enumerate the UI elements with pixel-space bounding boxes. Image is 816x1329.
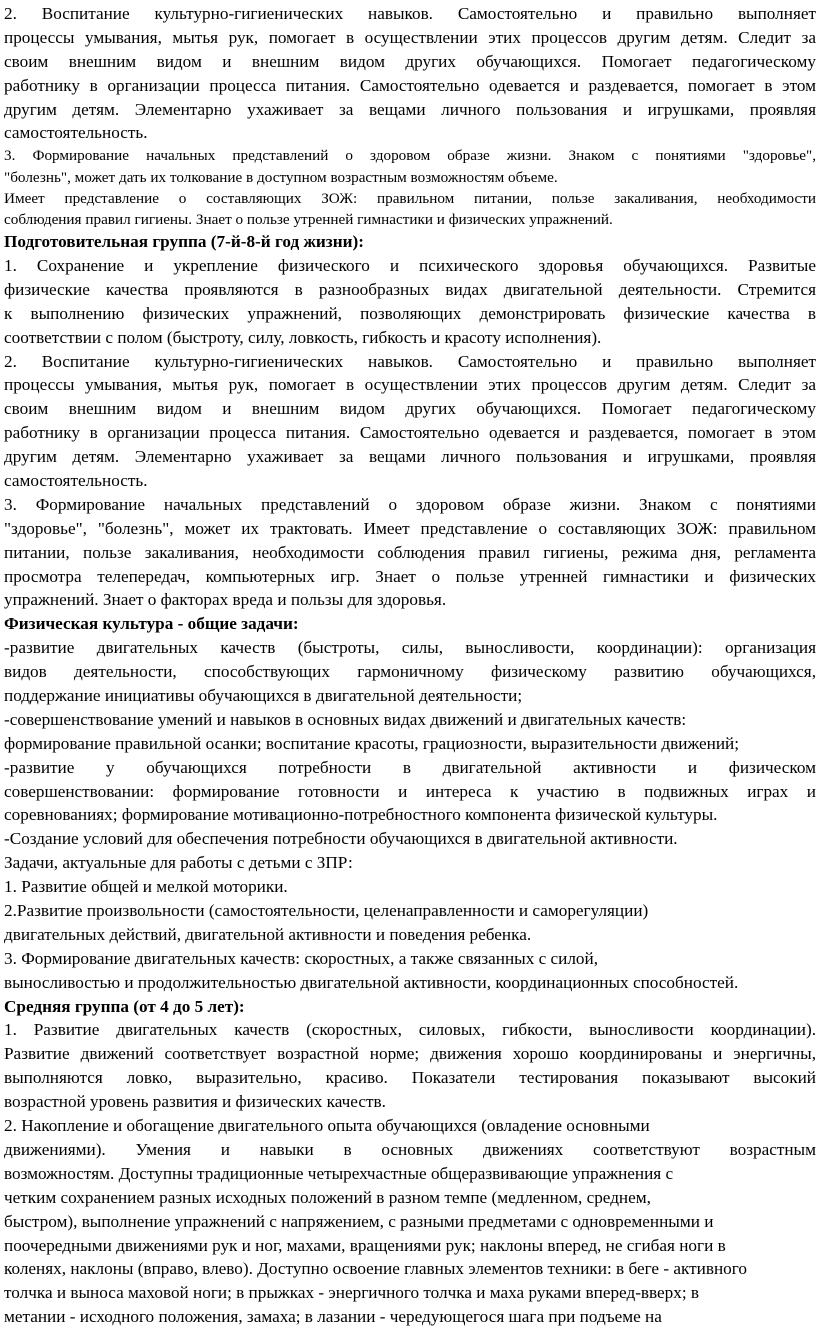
text-line: процессы умывания, мытья рук, помогает в осуществлении этих процессов другим детям. Следит за [4, 375, 816, 395]
text-line: возможностям. Доступны традиционные четырехчастные общеразвивающие упражнения с [4, 1163, 674, 1183]
text-line: -Создание условий для обеспечения потребности обучающихся в двигательной активности. [4, 829, 678, 849]
text-line: четким сохранением разных исходных положений в разном темпе (медленном, среднем, [4, 1187, 651, 1207]
text-line: Имеет представление о составляющих ЗОЖ: правильном питании, пользе закаливания, необходимости [4, 189, 816, 207]
text-line: своим внешним видом и внешним видом других обучающихся. Помогает педагогическому [4, 51, 816, 71]
text-line: 1. Сохранение и укрепление физического и психического здоровья обучающихся. Развитые [4, 255, 816, 275]
text-line: возрастной уровень развития и физических качеств. [4, 1092, 386, 1112]
text-line: просмотра телепередач, компьютерных игр. Знает о пользе утренней гимнастики и физических [4, 566, 816, 586]
text-line: 3. Формирование двигательных качеств: скоростных, а также связанных с силой, [4, 948, 599, 968]
text-line: "болезнь", может дать их толкование в доступном возрастным возможностям объеме. [4, 168, 558, 186]
text-line: Задачи, актуальные для работы с детьми с ЗПР: [4, 853, 353, 873]
text-line: "здоровье", "болезнь", может их трактовать. Имеет представление о составляющих ЗОЖ: правильном [4, 518, 816, 538]
text-line: соревнованиях; формирование мотивационно-потребностного компонента физической культуры. [4, 805, 718, 825]
text-line: 3. Формирование начальных представлений о здоровом образе жизни. Знаком с понятиями "здоровье", [4, 147, 816, 165]
text-line: 3. Формирование начальных представлений о здоровом образе жизни. Знаком с понятиями [4, 494, 816, 514]
text-line: своим внешним видом и внешним видом других обучающихся. Помогает педагогическому [4, 399, 816, 419]
text-line: формирование правильной осанки; воспитание красоты, грациозности, выразительности движений; [4, 733, 740, 753]
section-heading: Средняя группа (от 4 до 5 лет): [4, 996, 245, 1016]
text-line: толчка и выноса маховой ноги; в прыжках - энергичного толчка и маха руками вперед-вверх; в [4, 1283, 700, 1303]
text-line: 2.Развитие произвольности (самостоятельности, целенаправленности и саморегуляции) [4, 901, 649, 921]
text-line: самостоятельность. [4, 471, 148, 490]
text-line: 1. Развитие общей и мелкой моторики. [4, 877, 288, 897]
text-line: быстром), выполнение упражнений с напряжением, с разными предметами с одновременными и [4, 1211, 714, 1231]
section-heading: Подготовительная группа (7-й-8-й год жизни): [4, 232, 364, 252]
text-line: процессы умывания, мытья рук, помогает в осуществлении этих процессов другим детям. Следит за [4, 27, 816, 47]
text-line: работнику в организации процесса питания. Самостоятельно одевается и раздевается, помогает в этом [4, 423, 816, 443]
text-line: самостоятельность. [4, 123, 148, 143]
text-line: к выполнению физических упражнений, позволяющих демонстрировать физические качества в [4, 303, 816, 323]
text-line: 1. Развитие двигательных качеств (скоростных, силовых, гибкости, выносливости координации). [4, 1020, 816, 1040]
text-line: выполняются ловко, выразительно, красиво. Показатели тестирования показывают высокий [4, 1068, 816, 1088]
text-line: другим детям. Элементарно ухаживает за вещами личного пользования и игрушками, проявляя [4, 99, 816, 119]
text-line: Развитие движений соответствует возрастной норме; движения хорошо координированы и энергичны, [4, 1044, 816, 1064]
text-line: -развитие у обучающихся потребности в двигательной активности и физическом [4, 757, 816, 777]
text-line: соблюдения правил гигиены. Знает о пользе утренней гимнастики и физических упражнений. [4, 210, 613, 228]
text-line: физические качества проявляются в разнообразных видах двигательной деятельности. Стремится [4, 279, 816, 299]
text-line: 2. Воспитание культурно-гигиенических навыков. Самостоятельно и правильно выполняет [4, 351, 816, 371]
text-line: соответствии с полом (быстроту, силу, ловкость, гибкость и красоту исполнения). [4, 327, 602, 347]
text-line: -развитие двигательных качеств (быстроты, силы, выносливости, координации): организация [4, 638, 816, 658]
text-line: совершенствовании: формирование готовности и интереса к участию в подвижных играх и [4, 781, 816, 801]
text-line: другим детям. Элементарно ухаживает за вещами личного пользования и игрушками, проявляя [4, 447, 816, 467]
text-line: метании - исходного положения, замаха; в лазании - чередующегося шага при подъеме на [4, 1307, 662, 1327]
text-line: работнику в организации процесса питания. Самостоятельно одевается и раздевается, помогает в этом [4, 75, 816, 95]
text-line: видов деятельности, способствующих гармоничному физическому развитию обучающихся, [4, 662, 816, 682]
text-line: 2. Воспитание культурно-гигиенических навыков. Самостоятельно и правильно выполняет [4, 4, 816, 23]
text-line: -совершенствование умений и навыков в основных видах движений и двигательных качеств: [4, 709, 687, 729]
text-line: движениями). Умения и навыки в основных движениях соответствуют возрастным [4, 1139, 816, 1159]
text-line: поддержание инициативы обучающихся в двигательной деятельности; [4, 686, 523, 706]
text-line: коленях, наклоны (вправо, влево). Доступно освоение главных элементов техники: в беге - активного [4, 1259, 747, 1279]
text-line: выносливостью и продолжительностью двигательной активности, координационных способностей. [4, 972, 739, 992]
section-heading: Физическая культура - общие задачи: [4, 614, 299, 634]
text-line: поочередными движениями рук и ног, махами, вращениями рук; наклоны вперед, не сгибая ноги в [4, 1235, 726, 1255]
text-line: 2. Накопление и обогащение двигательного опыта обучающихся (овладение основными [4, 1116, 650, 1136]
text-line: упражнений. Знает о факторах вреда и пользы для здоровья. [4, 590, 447, 610]
text-line: двигательных действий, двигательной активности и поведения ребенка. [4, 924, 532, 944]
text-line: питании, пользе закаливания, необходимости соблюдения правил гигиены, режима дня, регламента [4, 542, 816, 562]
